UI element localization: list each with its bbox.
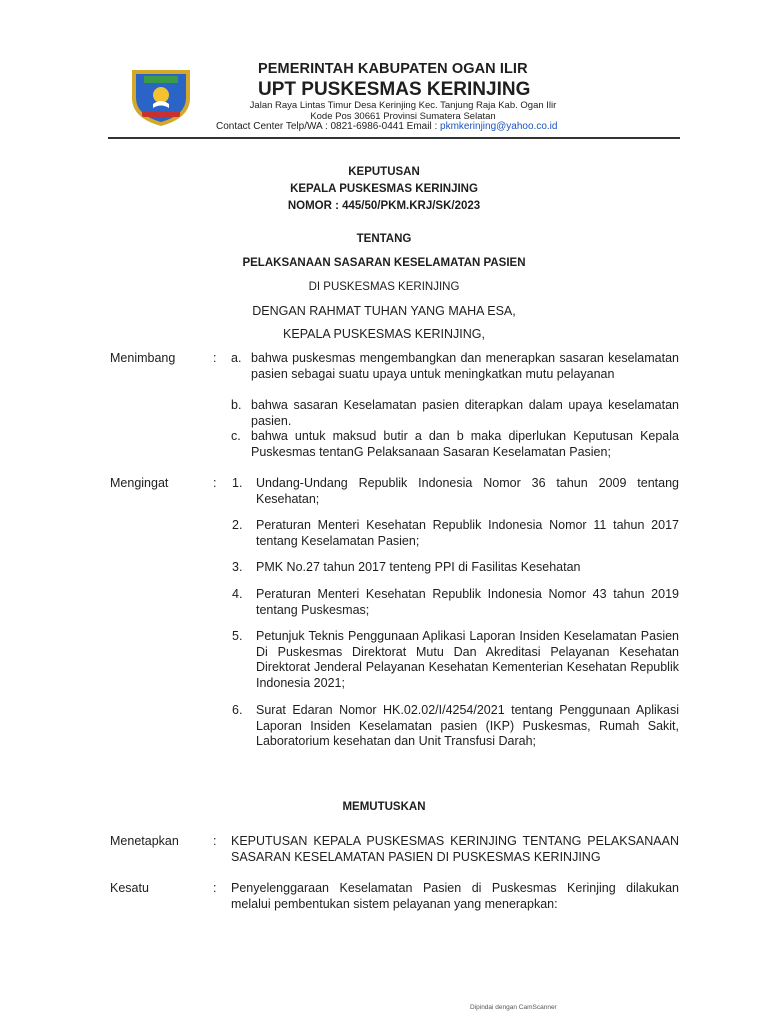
mengingat-marker-4: 4. (232, 587, 243, 601)
mengingat-marker-6: 6. (232, 703, 243, 717)
menimbang-marker-a: a. (231, 351, 242, 365)
menetapkan-colon: : (213, 834, 217, 848)
menimbang-item-a: bahwa puskesmas mengembangkan dan menerapkan sasaran keselamatan pasien sebagai suatu upaya untuk meningkatkan mutu pelayanan (251, 351, 679, 381)
mengingat-item-4: Peraturan Menteri Kesehatan Republik Indonesia Nomor 43 tahun 2019 tentang Puskesmas; (256, 587, 679, 617)
government-name: PEMERINTAH KABUPATEN OGAN ILIR (258, 61, 528, 77)
mengingat-item-3: PMK No.27 tahun 2017 tenteng PPI di Fasilitas Kesehatan (256, 560, 581, 574)
menetapkan-text: KEPUTUSAN KEPALA PUSKESMAS KERINJING TENTANG PELAKSANAAN SASARAN KESELAMATAN PASIEN DI PUSKESMAS KERINJING (231, 834, 679, 864)
menimbang-label: Menimbang (110, 351, 176, 365)
doc-tentang: TENTANG (356, 233, 412, 245)
contact-text: Contact Center Telp/WA : 0821-6986-0441 Email : (216, 121, 441, 132)
menetapkan-label: Menetapkan (110, 834, 179, 848)
regency-logo (126, 64, 196, 128)
doc-subject-line-2: DI PUSKESMAS KERINJING (308, 281, 460, 293)
mengingat-marker-5: 5. (232, 629, 243, 643)
mengingat-item-2: Peraturan Menteri Kesehatan Republik Indonesia Nomor 11 tahun 2017 tentang Keselamatan Pasien; (256, 518, 679, 548)
doc-kepala-signatory: KEPALA PUSKESMAS KERINJING, (283, 327, 485, 341)
doc-title-kepala: KEPALA PUSKESMAS KERINJING (290, 183, 478, 195)
menimbang-item-b: bahwa sasaran Keselamatan pasien diterapkan dalam upaya keselamatan pasien. (251, 398, 679, 428)
menimbang-marker-c: c. (231, 429, 241, 443)
doc-title-keputusan: KEPUTUSAN (348, 166, 420, 178)
kesatu-text: Penyelenggaraan Keselamatan Pasien di Puskesmas Kerinjing dilakukan melalui pembentukan sistem pelayanan yang menerapkan: (231, 881, 679, 911)
memutuskan-heading: MEMUTUSKAN (342, 801, 426, 813)
scanner-watermark: Dipindai dengan CamScanner (470, 1004, 557, 1011)
mengingat-marker-3: 3. (232, 560, 243, 574)
address-block (228, 101, 578, 122)
menimbang-colon: : (213, 351, 217, 365)
kesatu-colon: : (213, 881, 217, 895)
mengingat-item-5: Petunjuk Teknis Penggunaan Aplikasi Laporan Insiden Keselamatan Pasien Di Puskesmas Direktorat Mutu Dan Akreditasi Pelayanan Kesehatan Direktorat Jenderal Pelayanan Kesehatan Kementerian Kesehatan Republik Indonesia 2021; (256, 629, 679, 690)
doc-subject-line-1: PELAKSANAAN SASARAN KESELAMATAN PASIEN (242, 257, 526, 269)
mengingat-marker-1: 1. (232, 476, 243, 490)
doc-rahmat: DENGAN RAHMAT TUHAN YANG MAHA ESA, (252, 304, 516, 318)
letterhead-divider (108, 137, 680, 139)
contact-line (216, 121, 557, 132)
address-line-2: Kode Pos 30661 Provinsi Sumatera Selatan (310, 110, 496, 122)
address-line-1: Jalan Raya Lintas Timur Desa Kerinjing Kec. Tanjung Raja Kab. Ogan Ilir (249, 100, 557, 111)
menimbang-marker-b: b. (231, 398, 242, 412)
mengingat-item-6: Surat Edaran Nomor HK.02.02/I/4254/2021 tentang Penggunaan Aplikasi Laporan Insiden Keselamatan pasien (IKP) Puskesmas, Rumah Sakit, Laboratorium kesehatan dan Unit Transfusi Darah; (256, 703, 679, 748)
organization-name: UPT PUSKESMAS KERINJING (258, 79, 531, 100)
email-address: pkmkerinjing@yahoo.co.id (440, 121, 558, 132)
menimbang-item-c: bahwa untuk maksud butir a dan b maka diperlukan Keputusan Kepala Puskesmas tentanG Pelaksanaan Sasaran Keselamatan Pasien; (251, 429, 679, 459)
doc-number: NOMOR : 445/50/PKM.KRJ/SK/2023 (287, 200, 481, 212)
mengingat-label: Mengingat (110, 476, 169, 490)
kesatu-label: Kesatu (110, 881, 149, 895)
mengingat-marker-2: 2. (232, 518, 243, 532)
mengingat-item-1: Undang-Undang Republik Indonesia Nomor 36 tahun 2009 tentang Kesehatan; (256, 476, 679, 506)
mengingat-colon: : (213, 476, 217, 490)
